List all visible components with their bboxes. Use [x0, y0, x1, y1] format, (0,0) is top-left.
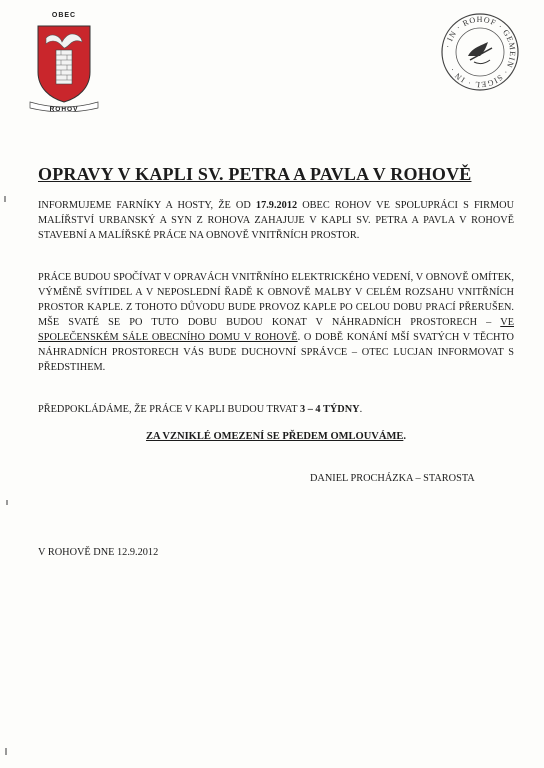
- start-date: 17.9.2012: [255, 200, 298, 211]
- duration: 3 – 4 TÝDNY: [299, 404, 360, 415]
- coat-of-arms: [28, 12, 100, 112]
- dateline: V ROHOVĚ DNE 12.9.2012: [38, 547, 159, 558]
- paragraph-1: [38, 198, 514, 243]
- paragraph-2-main: PRÁCE BUDOU SPOČÍVAT V OPRAVÁCH VNITŘNÍHO ELEKTRICKÉHO VEDENÍ, V OBNOVĚ OMÍTEK, VÝMĚNĚ SVÍTIDEL A V NEPOSLEDNÍ ŘADĚ K OBNOVĚ MALBY V CELÉM ROZSAHU VNITŘNÍCH PROSTOR KAPLE. Z TOHOTO DŮVODU BUDE PROVOZ KAPLE PO CELOU DOBU PRACÍ PŘERUŠEN. MŠE SVATÉ SE PO TUTO DOBU BUDOU KONAT V NÁHRADNÍCH PROSTORECH –: [38, 272, 514, 328]
- paragraph-2: [38, 270, 514, 375]
- apology-text: ZA VZNIKLÉ OMEZENÍ SE PŘEDEM OMLOUVÁME: [145, 431, 404, 442]
- shield-icon: [34, 24, 94, 104]
- scan-mark: [5, 748, 7, 755]
- page-title: OPRAVY V KAPLI SV. PETRA A PAVLA V ROHOVĚ: [38, 164, 472, 184]
- svg-text:· IN · ROHOF · GEMEIN · SIGEL: · IN · ROHOF · GEMEIN · SIGEL · IN ·: [443, 14, 518, 90]
- paragraph-3-text: PŘEDPOKLÁDÁME, ŽE PRÁCE V KAPLI BUDOU TRVAT: [38, 404, 300, 415]
- municipal-seal: [440, 12, 520, 92]
- apology-end: .: [403, 431, 406, 442]
- signature: DANIEL PROCHÁZKA – STAROSTA: [310, 473, 475, 484]
- scan-mark: [6, 500, 8, 505]
- paragraph-3-end: .: [359, 404, 363, 415]
- apology-notice: [38, 431, 514, 442]
- coat-title: OBEC: [51, 12, 77, 19]
- paragraph-1-rest: OBEC ROHOV VE SPOLUPRÁCI S FIRMOU MALÍŘSTVÍ URBANSKÝ A SYN Z ROHOVA ZAHAJUJE V KAPLI SV. PETRA A PAVLA V ROHOVĚ STAVEBNÍ A MALÍŘSKÉ PRÁCE NA OBNOVĚ VNITŘNÍCH PROSTOR.: [38, 200, 514, 241]
- seal-icon: [440, 12, 520, 92]
- coat-ribbon-text: ROHOV: [49, 106, 79, 113]
- paragraph-2-end: . O DOBĚ KONÁNÍ MŠÍ SVATÝCH V TĚCHTO NÁHRADNÍCH PROSTORECH VÁS BUDE DUCHOVNÍ SPRÁVCE – OTEC LUCJAN INFORMOVAT S PŘEDSTIHEM.: [38, 332, 514, 373]
- paragraph-3: [38, 402, 514, 417]
- paragraph-1-start: INFORMUJEME FARNÍKY A HOSTY, ŽE OD: [38, 200, 256, 211]
- scan-mark: [4, 196, 6, 202]
- replacement-venue: VE SPOLEČENSKÉM SÁLE OBECNÍHO DOMU V ROHOVĚ: [38, 317, 514, 343]
